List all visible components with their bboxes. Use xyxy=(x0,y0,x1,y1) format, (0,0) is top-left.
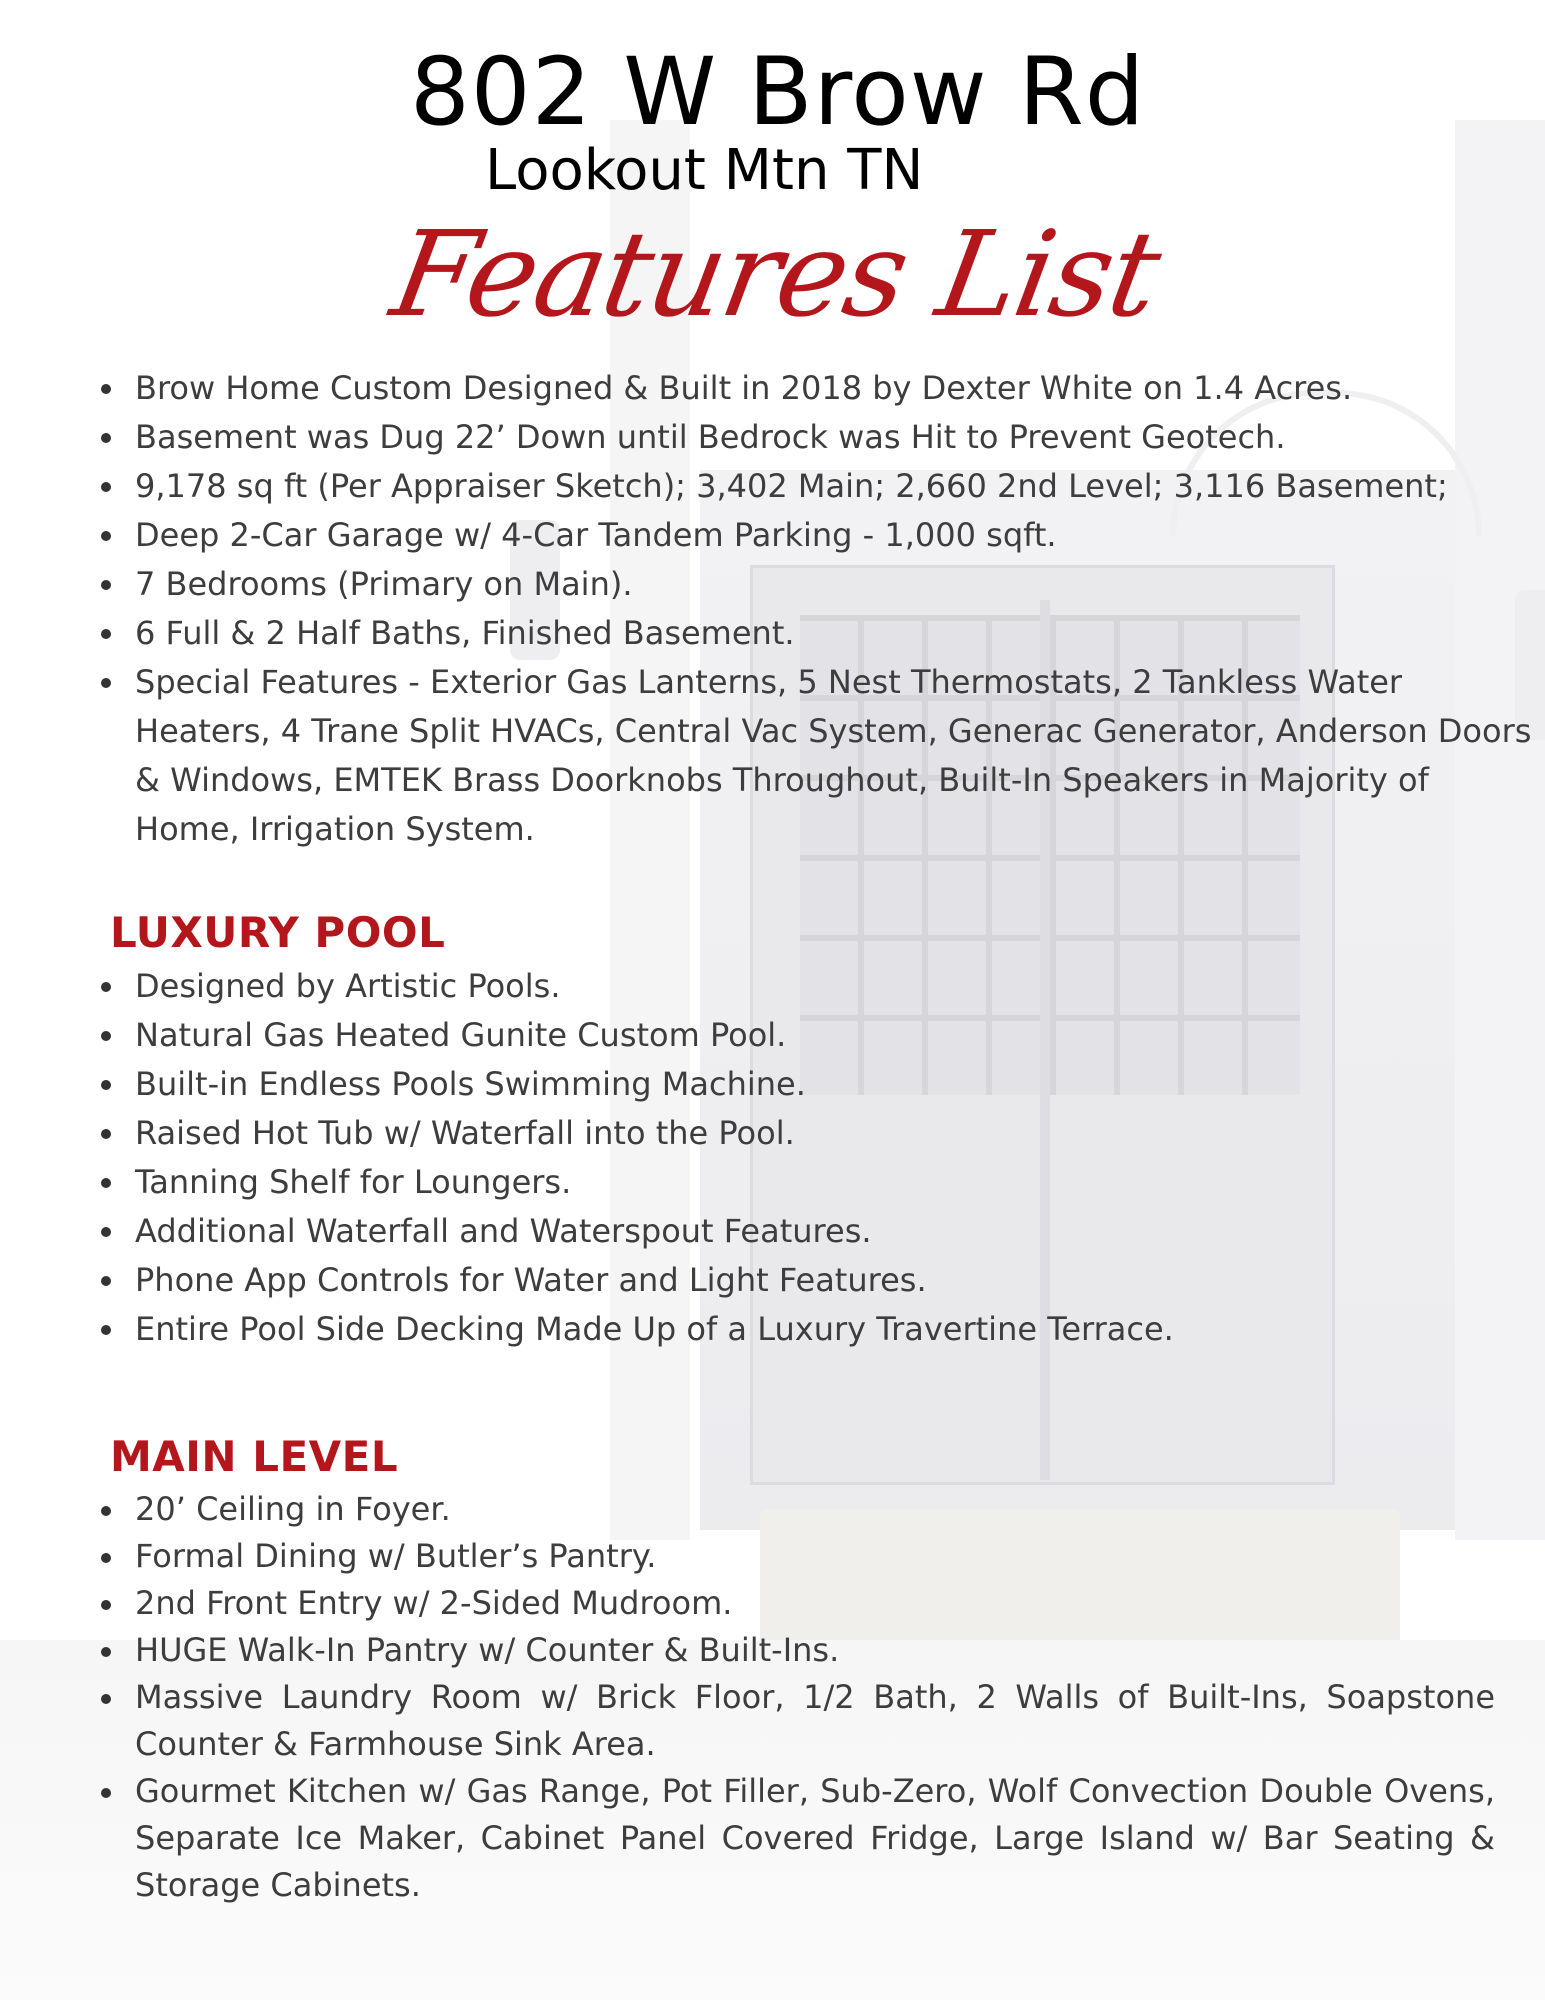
list-item: 9,178 sq ft (Per Appraiser Sketch); 3,402 Main; 2,660 2nd Level; 3,116 Basement; xyxy=(95,462,1535,511)
list-item: Designed by Artistic Pools. xyxy=(95,962,1415,1011)
luxury-pool-list xyxy=(95,962,1415,1354)
list-item: 20’ Ceiling in Foyer. xyxy=(95,1486,1495,1533)
main-level-list xyxy=(95,1486,1495,1909)
luxury-pool-heading: LUXURY POOL xyxy=(110,908,446,957)
features-list-script-title: Features List xyxy=(382,205,1169,343)
list-item: 6 Full & 2 Half Baths, Finished Basement. xyxy=(95,609,1535,658)
list-item: Additional Waterfall and Waterspout Features. xyxy=(95,1207,1415,1256)
list-item: Entire Pool Side Decking Made Up of a Luxury Travertine Terrace. xyxy=(95,1305,1415,1354)
list-item: Special Features - Exterior Gas Lanterns, 5 Nest Thermostats, 2 Tankless Water Heaters, 4 Trane Split HVACs, Central Vac System, Generac Generator, Anderson Doors & Windows, EMTEK Brass Doorknobs Throughout, Built-In Speakers in Majority of Home, Irrigation System. xyxy=(95,658,1535,854)
list-item: Deep 2-Car Garage w/ 4-Car Tandem Parking - 1,000 sqft. xyxy=(95,511,1535,560)
list-item: Natural Gas Heated Gunite Custom Pool. xyxy=(95,1011,1415,1060)
list-item: Formal Dining w/ Butler’s Pantry. xyxy=(95,1533,1495,1580)
general-features-list xyxy=(95,364,1535,854)
list-item: 7 Bedrooms (Primary on Main). xyxy=(95,560,1535,609)
list-item: Built-in Endless Pools Swimming Machine. xyxy=(95,1060,1415,1109)
list-item: Massive Laundry Room w/ Brick Floor, 1/2 Bath, 2 Walls of Built-Ins, Soapstone Counter & Farmhouse Sink Area. xyxy=(95,1674,1495,1768)
location-subtitle: Lookout Mtn TN xyxy=(485,138,924,203)
list-item: 2nd Front Entry w/ 2-Sided Mudroom. xyxy=(95,1580,1495,1627)
list-item: Gourmet Kitchen w/ Gas Range, Pot Filler, Sub-Zero, Wolf Convection Double Ovens, Separate Ice Maker, Cabinet Panel Covered Fridge, Large Island w/ Bar Seating & Storage Cabinets. xyxy=(95,1768,1495,1909)
list-item: HUGE Walk-In Pantry w/ Counter & Built-Ins. xyxy=(95,1627,1495,1674)
list-item: Basement was Dug 22’ Down until Bedrock was Hit to Prevent Geotech. xyxy=(95,413,1535,462)
address-title: 802 W Brow Rd xyxy=(410,38,1146,147)
main-level-heading: MAIN LEVEL xyxy=(110,1432,399,1481)
list-item: Tanning Shelf for Loungers. xyxy=(95,1158,1415,1207)
list-item: Brow Home Custom Designed & Built in 2018 by Dexter White on 1.4 Acres. xyxy=(95,364,1535,413)
list-item: Raised Hot Tub w/ Waterfall into the Pool. xyxy=(95,1109,1415,1158)
list-item: Phone App Controls for Water and Light Features. xyxy=(95,1256,1415,1305)
